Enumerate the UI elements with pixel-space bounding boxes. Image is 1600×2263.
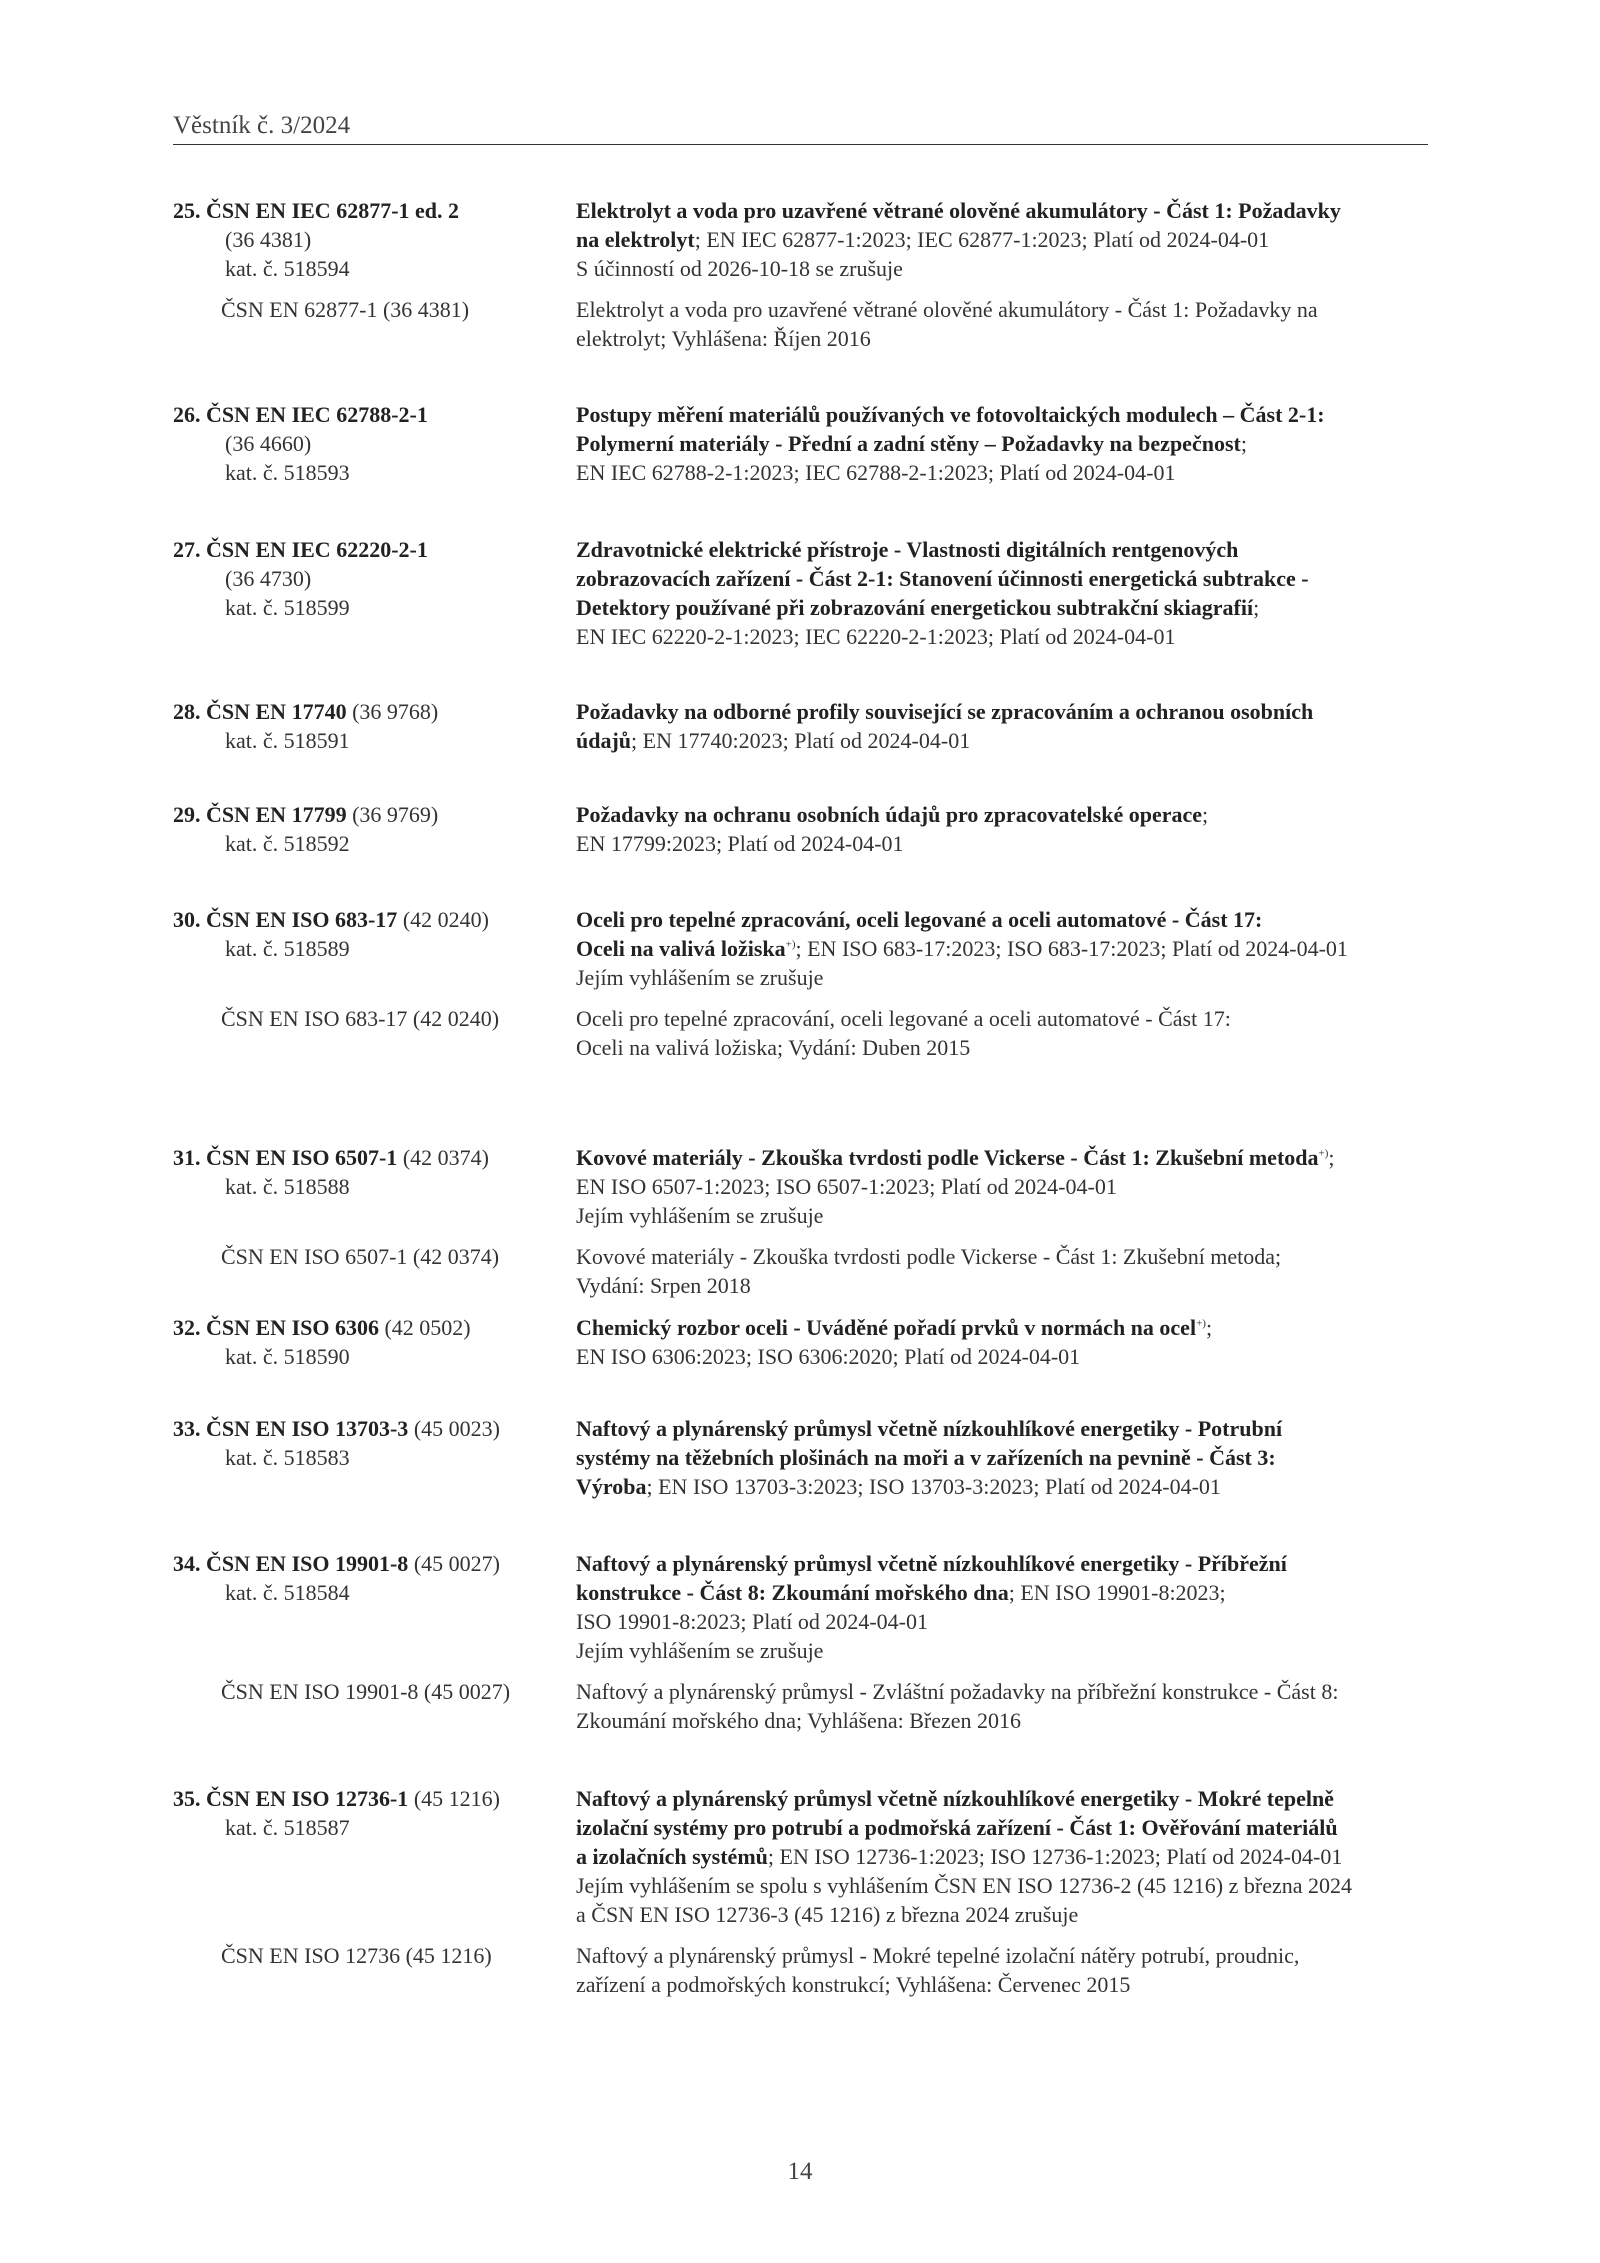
- standard-code: [173, 196, 576, 225]
- replaced-standard-code: [173, 1242, 576, 1300]
- title-text: Jejím vyhlášením se spolu s vyhlášením ČSN EN ISO 12736-2 (45 1216) z března 2024: [576, 1873, 1353, 1898]
- footnote-mark: +): [785, 938, 796, 951]
- replaced-title-line: Zkoumání mořského dna; Vyhlášena: Březen 2016: [576, 1708, 1021, 1733]
- title-bold: Chemický rozbor oceli - Uváděné pořadí prvků v normách na ocel: [576, 1315, 1197, 1340]
- standard-title: [576, 800, 1428, 858]
- title-text: ; EN IEC 62877-1:2023; IEC 62877-1:2023; Platí od 2024-04-01: [694, 227, 1270, 252]
- replaced-standard-row: [173, 295, 1428, 353]
- title-line: [576, 535, 1428, 564]
- title-line: [576, 429, 1428, 458]
- page-header: Věstník č. 3/2024: [173, 112, 1428, 145]
- replaced-standard-title: [576, 1677, 1428, 1735]
- title-line: [576, 829, 1428, 858]
- title-bold: konstrukce - Část 8: Zkoumání mořského dna: [576, 1580, 1009, 1605]
- title-bold: Elektrolyt a voda pro uzavřené větrané olověné akumulátory - Část 1: Požadavky: [576, 198, 1341, 223]
- title-line: [576, 726, 1428, 755]
- standard-number: 33. ČSN EN ISO 13703-3: [173, 1416, 409, 1441]
- footnote-mark: +): [1196, 1317, 1206, 1330]
- title-text: EN ISO 6507-1:2023; ISO 6507-1:2023; Platí od 2024-04-01: [576, 1174, 1117, 1199]
- title-line: [576, 905, 1428, 934]
- new-standard-row: [173, 1549, 1428, 1665]
- replaced-title-line: elektrolyt; Vyhlášena: Říjen 2016: [576, 326, 871, 351]
- catalog-info: kat. č. 518592: [225, 831, 350, 856]
- title-text: Jejím vyhlášením se zrušuje: [576, 1203, 824, 1228]
- replaced-title-line: Oceli pro tepelné zpracování, oceli legované a oceli automatové - Část 17:: [576, 1006, 1231, 1031]
- standard-designation: [173, 400, 576, 487]
- standard-number: 34. ČSN EN ISO 19901-8: [173, 1551, 409, 1576]
- title-line: [576, 593, 1428, 622]
- page-number: 14: [787, 2158, 813, 2185]
- title-bold: na elektrolyt: [576, 227, 695, 252]
- title-bold: Výroba: [576, 1474, 647, 1499]
- standard-title: [576, 1414, 1428, 1501]
- new-standard-row: [173, 1414, 1428, 1501]
- standard-number: 35. ČSN EN ISO 12736-1: [173, 1786, 409, 1811]
- standard-entry: [173, 697, 1428, 755]
- standard-title: [576, 196, 1428, 283]
- standard-number: 27. ČSN EN IEC 62220-2-1: [173, 537, 428, 562]
- replaced-standard-row: [173, 1004, 1428, 1062]
- title-bold: Požadavky na ochranu osobních údajů pro zpracovatelské operace: [576, 802, 1203, 827]
- replaced-standard-title: [576, 295, 1428, 353]
- classification-code: (36 9768): [346, 699, 439, 724]
- title-bold: Naftový a plynárenský průmysl včetně nízkouhlíkové energetiky - Příbřežní: [576, 1551, 1287, 1576]
- title-text: ; EN ISO 12736-1:2023; ISO 12736-1:2023; Platí od 2024-04-01: [767, 1844, 1343, 1869]
- title-line: [576, 800, 1428, 829]
- title-bold: Zdravotnické elektrické přístroje - Vlastnosti digitálních rentgenových: [576, 537, 1239, 562]
- replaced-standard-title: [576, 1242, 1428, 1300]
- replaced-title-line: zařízení a podmořských konstrukcí; Vyhlášena: Červenec 2015: [576, 1972, 1131, 1997]
- new-standard-row: [173, 1313, 1428, 1371]
- standard-designation: [173, 905, 576, 992]
- new-standard-row: [173, 697, 1428, 755]
- replaced-standard-code: [173, 1004, 576, 1062]
- title-text: a ČSN EN ISO 12736-3 (45 1216) z března 2024 zrušuje: [576, 1902, 1079, 1927]
- standard-number: 26. ČSN EN IEC 62788-2-1: [173, 402, 428, 427]
- title-line: [576, 1313, 1428, 1342]
- catalog-info: kat. č. 518589: [225, 936, 350, 961]
- title-line: [576, 1472, 1428, 1501]
- classification-code: (45 1216): [408, 1786, 500, 1811]
- standard-code: [173, 1549, 576, 1578]
- standard-designation: [173, 1549, 576, 1665]
- standard-title: [576, 1313, 1428, 1371]
- title-bold: Požadavky na odborné profily související se zpracováním a ochranou osobních: [576, 699, 1314, 724]
- replaced-code: ČSN EN ISO 12736 (45 1216): [221, 1943, 492, 1968]
- replaced-standard-code: [173, 295, 576, 353]
- standard-number: 25. ČSN EN IEC 62877-1 ed. 2: [173, 198, 460, 223]
- title-line: [576, 196, 1428, 225]
- catalog-info: kat. č. 518599: [225, 595, 350, 620]
- standard-code: [173, 1313, 576, 1342]
- standard-number: 28. ČSN EN 17740: [173, 699, 347, 724]
- title-line: [576, 1578, 1428, 1607]
- title-text: ; EN 17740:2023; Platí od 2024-04-01: [631, 728, 971, 753]
- classification-code: (42 0240): [397, 907, 489, 932]
- catalog-info: (36 4660): [225, 431, 312, 456]
- title-text: ;: [1328, 1145, 1335, 1170]
- title-line: [576, 1813, 1428, 1842]
- standard-designation: [173, 1414, 576, 1501]
- replaced-title-line: Elektrolyt a voda pro uzavřené větrané olověné akumulátory - Část 1: Požadavky na: [576, 297, 1318, 322]
- title-bold: systémy na těžebních plošinách na moři a v zařízeních na pevnině - Část 3:: [576, 1445, 1276, 1470]
- standard-entry: [173, 1414, 1428, 1501]
- replaced-standard-title: [576, 1941, 1428, 1999]
- standard-entry: [173, 1143, 1428, 1300]
- title-text: EN IEC 62788-2-1:2023; IEC 62788-2-1:2023; Platí od 2024-04-01: [576, 460, 1176, 485]
- title-text: ; EN ISO 13703-3:2023; ISO 13703-3:2023; Platí od 2024-04-01: [646, 1474, 1221, 1499]
- replaced-title-line: Naftový a plynárenský průmysl - Mokré tepelné izolační nátěry potrubí, proudnic,: [576, 1943, 1300, 1968]
- title-line: [576, 622, 1428, 651]
- title-line: [576, 400, 1428, 429]
- replaced-code: ČSN EN 62877-1 (36 4381): [221, 297, 470, 322]
- replaced-standard-row: [173, 1941, 1428, 1999]
- standard-number: 32. ČSN EN ISO 6306: [173, 1315, 379, 1340]
- catalog-info: kat. č. 518591: [225, 728, 350, 753]
- catalog-info: kat. č. 518583: [225, 1445, 350, 1470]
- title-text: S účinností od 2026-10-18 se zrušuje: [576, 256, 903, 281]
- title-line: [576, 1871, 1428, 1900]
- standard-code: [173, 697, 576, 726]
- standard-code: [173, 1414, 576, 1443]
- classification-code: (42 0374): [397, 1145, 489, 1170]
- standard-code: [173, 535, 576, 564]
- title-line: [576, 225, 1428, 254]
- title-line: [576, 1636, 1428, 1665]
- catalog-info: kat. č. 518593: [225, 460, 350, 485]
- title-line: [576, 1172, 1428, 1201]
- replaced-title-line: Naftový a plynárenský průmysl - Zvláštní požadavky na příbřežní konstrukce - Část 8:: [576, 1679, 1339, 1704]
- new-standard-row: [173, 196, 1428, 283]
- title-text: Jejím vyhlášením se zrušuje: [576, 965, 824, 990]
- replaced-title-line: Kovové materiály - Zkouška tvrdosti podle Vickerse - Část 1: Zkušební metoda;: [576, 1244, 1282, 1269]
- standard-number: 29. ČSN EN 17799: [173, 802, 347, 827]
- standard-code: [173, 400, 576, 429]
- standard-code: [173, 1143, 576, 1172]
- title-bold: Postupy měření materiálů používaných ve fotovoltaických modulech – Část 2-1:: [576, 402, 1325, 427]
- replaced-title-line: Vydání: Srpen 2018: [576, 1273, 751, 1298]
- standard-designation: [173, 1143, 576, 1230]
- new-standard-row: [173, 400, 1428, 487]
- title-text: ; EN ISO 19901-8:2023;: [1008, 1580, 1226, 1605]
- title-text: ;: [1240, 431, 1247, 456]
- standard-entry: [173, 1784, 1428, 1999]
- standard-entry: [173, 535, 1428, 651]
- title-bold: Kovové materiály - Zkouška tvrdosti podle Vickerse - Část 1: Zkušební metoda: [576, 1145, 1319, 1170]
- standard-title: [576, 400, 1428, 487]
- title-line: [576, 697, 1428, 726]
- title-text: ISO 19901-8:2023; Platí od 2024-04-01: [576, 1609, 928, 1634]
- replaced-standard-row: [173, 1242, 1428, 1300]
- standard-title: [576, 1549, 1428, 1665]
- standard-entry: [173, 1313, 1428, 1371]
- title-text: ;: [1205, 1315, 1213, 1340]
- standard-title: [576, 697, 1428, 755]
- standard-entry: [173, 400, 1428, 487]
- title-line: [576, 1201, 1428, 1230]
- classification-code: (36 9769): [346, 802, 439, 827]
- title-bold: a izolačních systémů: [576, 1844, 768, 1869]
- title-text: EN IEC 62220-2-1:2023; IEC 62220-2-1:2023; Platí od 2024-04-01: [576, 624, 1176, 649]
- title-text: ; EN ISO 683-17:2023; ISO 683-17:2023; Platí od 2024-04-01: [795, 936, 1348, 961]
- standard-code: [173, 905, 576, 934]
- new-standard-row: [173, 905, 1428, 992]
- standard-code: [173, 1784, 576, 1813]
- title-text: ;: [1253, 595, 1260, 620]
- catalog-info: (36 4730): [225, 566, 312, 591]
- title-text: EN 17799:2023; Platí od 2024-04-01: [576, 831, 904, 856]
- standard-designation: [173, 196, 576, 283]
- catalog-info: kat. č. 518588: [225, 1174, 350, 1199]
- standard-number: 31. ČSN EN ISO 6507-1: [173, 1145, 398, 1170]
- catalog-info: kat. č. 518594: [225, 256, 350, 281]
- title-line: [576, 1842, 1428, 1871]
- title-line: [576, 254, 1428, 283]
- catalog-info: kat. č. 518587: [225, 1815, 350, 1840]
- title-line: [576, 1900, 1428, 1929]
- title-text: ;: [1202, 802, 1209, 827]
- classification-code: (45 0023): [408, 1416, 500, 1441]
- replaced-standard-row: [173, 1677, 1428, 1735]
- standard-designation: [173, 1784, 576, 1929]
- title-bold: údajů: [576, 728, 632, 753]
- title-line: [576, 1143, 1428, 1172]
- title-bold: Naftový a plynárenský průmysl včetně nízkouhlíkové energetiky - Potrubní: [576, 1416, 1283, 1441]
- standard-entry: [173, 800, 1428, 858]
- title-line: [576, 1342, 1428, 1371]
- title-line: [576, 1414, 1428, 1443]
- standard-title: [576, 905, 1428, 992]
- standard-designation: [173, 697, 576, 755]
- standard-entry: [173, 196, 1428, 353]
- new-standard-row: [173, 1784, 1428, 1929]
- title-line: [576, 1443, 1428, 1472]
- classification-code: (42 0502): [378, 1315, 471, 1340]
- standard-designation: [173, 1313, 576, 1371]
- title-line: [576, 934, 1428, 963]
- title-bold: Oceli na valivá ložiska: [576, 936, 786, 961]
- footnote-mark: +): [1318, 1147, 1329, 1160]
- standard-title: [576, 1784, 1428, 1929]
- standard-code: [173, 800, 576, 829]
- title-bold: izolační systémy pro potrubí a podmořská zařízení - Část 1: Ověřování materiálů: [576, 1815, 1338, 1840]
- replaced-standard-code: [173, 1941, 576, 1999]
- catalog-info: kat. č. 518590: [225, 1344, 350, 1369]
- replaced-title-line: Oceli na valivá ložiska; Vydání: Duben 2015: [576, 1035, 971, 1060]
- standard-designation: [173, 800, 576, 858]
- title-line: [576, 963, 1428, 992]
- title-line: [576, 458, 1428, 487]
- standard-number: 30. ČSN EN ISO 683-17: [173, 907, 398, 932]
- standard-entry: [173, 1549, 1428, 1735]
- catalog-info: (36 4381): [225, 227, 312, 252]
- title-text: Jejím vyhlášením se zrušuje: [576, 1638, 824, 1663]
- standard-designation: [173, 535, 576, 651]
- title-bold: Oceli pro tepelné zpracování, oceli legované a oceli automatové - Část 17:: [576, 907, 1263, 932]
- title-line: [576, 1607, 1428, 1636]
- standard-title: [576, 535, 1428, 651]
- new-standard-row: [173, 535, 1428, 651]
- title-line: [576, 1784, 1428, 1813]
- title-bold: zobrazovacích zařízení - Část 2-1: Stanovení účinnosti energetická subtrakce -: [576, 566, 1309, 591]
- replaced-standard-title: [576, 1004, 1428, 1062]
- title-text: EN ISO 6306:2023; ISO 6306:2020; Platí od 2024-04-01: [576, 1344, 1081, 1369]
- replaced-standard-code: [173, 1677, 576, 1735]
- title-line: [576, 1549, 1428, 1578]
- title-bold: Detektory používané při zobrazování energetickou subtrakční skiagrafií: [576, 595, 1254, 620]
- title-line: [576, 564, 1428, 593]
- new-standard-row: [173, 800, 1428, 858]
- replaced-code: ČSN EN ISO 6507-1 (42 0374): [221, 1244, 500, 1269]
- title-bold: Polymerní materiály - Přední a zadní stěny – Požadavky na bezpečnost: [576, 431, 1241, 456]
- catalog-info: kat. č. 518584: [225, 1580, 350, 1605]
- new-standard-row: [173, 1143, 1428, 1230]
- replaced-code: ČSN EN ISO 683-17 (42 0240): [221, 1006, 500, 1031]
- replaced-code: ČSN EN ISO 19901-8 (45 0027): [221, 1679, 511, 1704]
- title-bold: Naftový a plynárenský průmysl včetně nízkouhlíkové energetiky - Mokré tepelně: [576, 1786, 1334, 1811]
- classification-code: (45 0027): [408, 1551, 500, 1576]
- standard-title: [576, 1143, 1428, 1230]
- standard-entry: [173, 905, 1428, 1062]
